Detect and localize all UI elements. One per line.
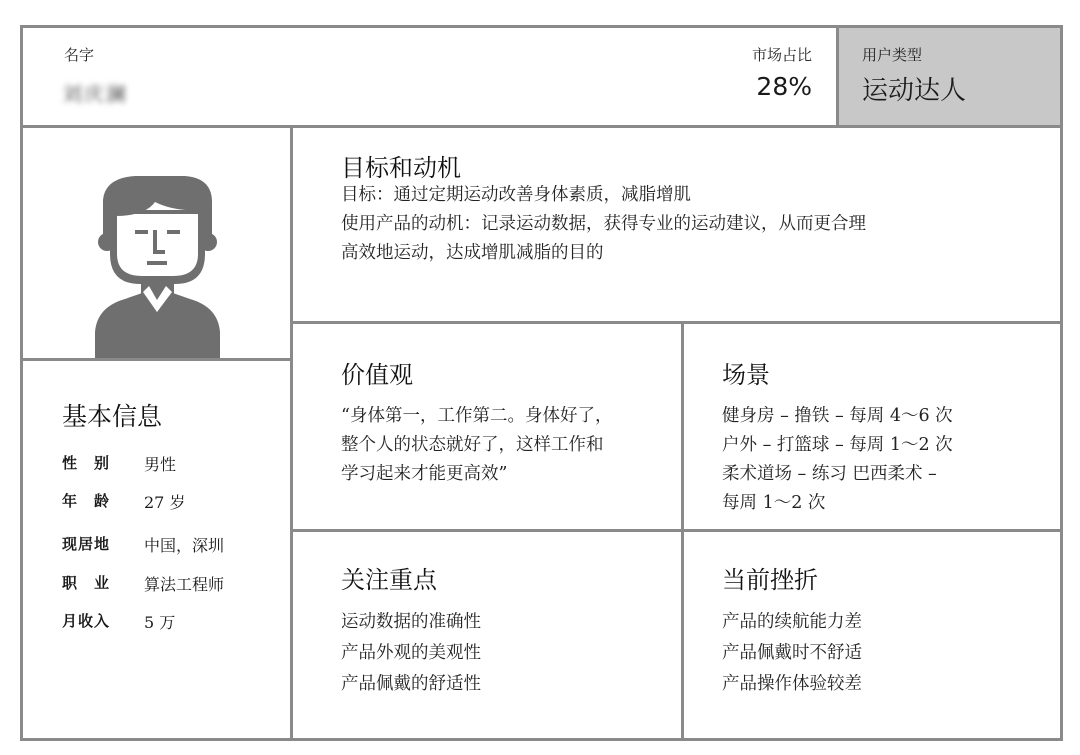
divider <box>290 529 1063 532</box>
name-label: 名字 <box>64 46 95 64</box>
info-value: 27 岁 <box>144 493 186 512</box>
frustrations-title: 当前挫折 <box>722 566 818 594</box>
info-key: 职 业 <box>62 574 111 592</box>
user-type-label: 用户类型 <box>862 46 923 64</box>
divider <box>290 321 1063 324</box>
divider <box>290 125 293 741</box>
goals-title: 目标和动机 <box>341 154 461 182</box>
scenes-title: 场景 <box>722 361 770 389</box>
goals-text: 目标：通过定期运动改善身体素质，减脂增肌 使用产品的动机：记录运动数据，获得专业的运动建议，从而更合理 高效地运动，达成增肌减脂的目的 <box>341 185 866 263</box>
divider <box>20 358 292 361</box>
focus-text: 运动数据的准确性 产品外观的美观性 产品佩戴的舒适性 <box>341 612 481 694</box>
market-share-label: 市场占比 <box>751 46 812 64</box>
market-share-value: 28% <box>756 72 812 101</box>
basic-info-title: 基本信息 <box>62 402 163 431</box>
user-avatar-icon <box>95 172 220 358</box>
info-key: 现居地 <box>62 535 111 553</box>
info-key: 月收入 <box>62 612 111 630</box>
values-title: 价值观 <box>341 361 413 389</box>
info-value: 中国，深圳 <box>144 536 225 555</box>
focus-title: 关注重点 <box>341 566 437 594</box>
values-text: “身体第一，工作第二。身体好了， 整个人的状态就好了，这样工作和 学习起来才能更高效” <box>341 406 613 484</box>
name-value: 刘庆澜 <box>62 82 128 106</box>
frustrations-text: 产品的续航能力差 产品佩戴时不舒适 产品操作体验较差 <box>722 612 862 694</box>
info-row <box>62 490 185 513</box>
info-row <box>62 572 224 595</box>
scenes-text: 健身房 – 撸铁 – 每周 4～6 次 户外 – 打篮球 – 每周 1～2 次 柔术道场 – 练习 巴西柔术 – 每周 1～2 次 <box>722 406 953 513</box>
divider <box>836 25 839 127</box>
info-row <box>62 610 175 633</box>
info-row <box>62 533 224 556</box>
info-value: 男性 <box>144 455 177 474</box>
info-value: 5 万 <box>144 613 176 632</box>
info-key: 性 别 <box>62 454 111 472</box>
user-type-value: 运动达人 <box>862 76 967 106</box>
info-row <box>62 452 176 475</box>
divider <box>20 125 1063 128</box>
info-value: 算法工程师 <box>144 575 225 594</box>
info-key: 年 龄 <box>62 492 111 510</box>
